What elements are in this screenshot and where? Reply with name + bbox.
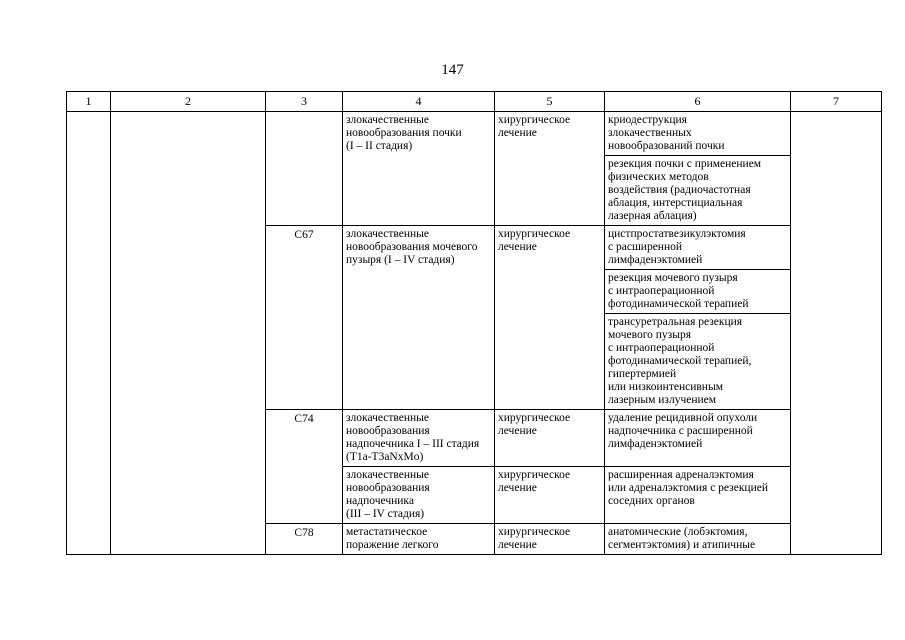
icd-code-cell <box>266 112 343 226</box>
page-number: 147 <box>441 62 464 78</box>
header-cell-3: 3 <box>266 92 343 112</box>
diagnosis-cell: злокачественные новообразования надпочечника I – III стадия (T1a-T3aNxMo) <box>343 410 495 467</box>
header-cell-6: 6 <box>605 92 791 112</box>
treatment-type-cell: хирургическое лечение <box>495 410 605 467</box>
treatment-table-container <box>66 91 881 555</box>
icd-code-cell: С67 <box>266 226 343 410</box>
table-row <box>67 112 882 156</box>
method-cell: цистпростатвезикулэктомия с расширенной лимфаденэктомией <box>605 226 791 270</box>
treatment-type-cell: хирургическое лечение <box>495 112 605 226</box>
header-cell-2: 2 <box>111 92 266 112</box>
method-cell: анатомические (лобэктомия, сегментэктомия) и атипичные <box>605 524 791 555</box>
column-1-cell <box>67 112 111 555</box>
header-cell-4: 4 <box>343 92 495 112</box>
column-2-cell <box>111 112 266 555</box>
icd-code-cell: С78 <box>266 524 343 555</box>
diagnosis-cell: злокачественные новообразования надпочечника (III – IV стадия) <box>343 467 495 524</box>
method-cell: криодеструкция злокачественных новообразований почки <box>605 112 791 156</box>
method-cell: удаление рецидивной опухоли надпочечника с расширенной лимфаденэктомией <box>605 410 791 467</box>
method-cell: трансуретральная резекция мочевого пузыря с интраоперационной фотодинамической терапией, гипертермией или низкоинтенсивным лазерным излучением <box>605 314 791 410</box>
header-cell-5: 5 <box>495 92 605 112</box>
treatment-type-cell: хирургическое лечение <box>495 467 605 524</box>
method-cell: расширенная адреналэктомия или адреналэктомия с резекцией соседних органов <box>605 467 791 524</box>
diagnosis-cell: злокачественные новообразования мочевого пузыря (I – IV стадия) <box>343 226 495 410</box>
header-row <box>67 92 882 112</box>
icd-code-cell: С74 <box>266 410 343 524</box>
treatment-table <box>66 91 882 555</box>
method-cell: резекция мочевого пузыря с интраоперационной фотодинамической терапией <box>605 270 791 314</box>
column-7-cell <box>791 112 882 555</box>
treatment-type-cell: хирургическое лечение <box>495 524 605 555</box>
treatment-type-cell: хирургическое лечение <box>495 226 605 410</box>
diagnosis-cell: метастатическое поражение легкого <box>343 524 495 555</box>
diagnosis-cell: злокачественные новообразования почки (I – II стадия) <box>343 112 495 226</box>
method-cell: резекция почки с применением физических методов воздействия (радиочастотная аблация, интерстициальная лазерная аблация) <box>605 156 791 226</box>
header-cell-1: 1 <box>67 92 111 112</box>
header-cell-7: 7 <box>791 92 882 112</box>
